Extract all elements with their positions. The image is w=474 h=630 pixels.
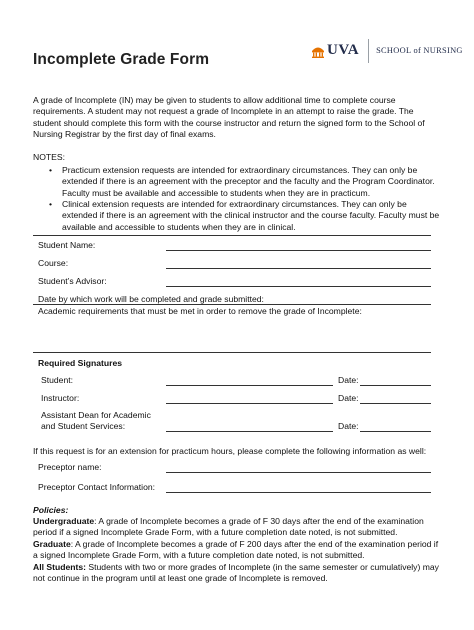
intro-paragraph: A grade of Incomplete (IN) may be given to students to allow additional time to complete course requirements. A student may not request a grade of Incomplete in an attempt to raise the grade. The student should complete this form with the course instructor and return the signed form to the School of Nursing Registrar by the first day of final exams. [33, 95, 425, 140]
preceptor-name-label: Preceptor name: [38, 462, 102, 472]
course-field[interactable] [166, 268, 431, 269]
instructor-date-field[interactable] [360, 403, 431, 404]
student-signature-label: Student: [41, 375, 74, 385]
notes-list [49, 165, 442, 233]
note-text: Clinical extension requests are intended for extraordinary circumstances. They can only be extended if there is an agreement with the clinical instructor and the course faculty. Faculty must be available and accessible to students when they are in clinical. [62, 199, 440, 232]
page-title: Incomplete Grade Form [33, 51, 210, 68]
dean-label-line1: Assistant Dean for Academic [41, 410, 151, 420]
rotunda-icon [311, 44, 325, 58]
instructor-signature-label: Instructor: [41, 393, 80, 403]
uva-wordmark: UVA [327, 42, 360, 59]
student-date-field[interactable] [360, 385, 431, 386]
notes-heading: NOTES: [33, 152, 65, 162]
logo-divider [368, 39, 369, 63]
completion-date-field[interactable] [33, 304, 431, 305]
policy-all-students [33, 562, 441, 585]
bullet-icon: • [49, 199, 53, 210]
uva-logo [311, 38, 463, 64]
student-signature-field[interactable] [166, 385, 333, 386]
policy-all-students-label: All Students: [33, 562, 86, 572]
requirements-label: Academic requirements that must be met in order to remove the grade of Incomplete: [38, 306, 362, 316]
note-text: Practicum extension requests are intended for extraordinary circumstances. They can only be extended if there is an agreement with the preceptor and the faculty and the Program Coordinator. Faculty must be available and accessible to students when they are in practicum. [62, 165, 435, 198]
section-rule [33, 235, 431, 236]
bullet-icon: • [49, 165, 53, 175]
dean-label-line2: and Student Services: [41, 421, 126, 431]
note-item [49, 165, 442, 199]
note-item [49, 199, 442, 233]
policy-undergraduate-label: Undergraduate [33, 516, 95, 526]
course-label: Course: [38, 258, 69, 268]
policy-undergraduate-text: : A grade of Incomplete becomes a grade of F 30 days after the end of the examination period if a signed Incomplete Grade Form, with a future completion date noted, is not submitted. [33, 516, 424, 538]
student-date-label: Date: [338, 375, 359, 385]
completion-date-label: Date by which work will be completed and grade submitted: [38, 294, 264, 304]
school-name: SCHOOL of NURSING [376, 46, 463, 56]
signatures-heading: Required Signatures [38, 358, 123, 368]
advisor-field[interactable] [166, 286, 431, 287]
dean-signature-field[interactable] [166, 431, 333, 432]
policy-graduate-text: : A grade of Incomplete becomes a grade of F 200 days after the end of the examination period if a signed Incomplete Grade Form, with a future completion date noted, is not submitted. [33, 539, 439, 561]
preceptor-contact-field[interactable] [166, 492, 431, 493]
extension-instructions: If this request is for an extension for practicum hours, please complete the following information as well: [33, 446, 427, 456]
policy-undergraduate [33, 516, 441, 539]
instructor-signature-field[interactable] [166, 403, 333, 404]
advisor-label: Student’s Advisor: [38, 276, 107, 286]
dean-date-field[interactable] [360, 431, 431, 432]
policy-graduate [33, 539, 441, 562]
preceptor-contact-label: Preceptor Contact Information: [38, 482, 156, 492]
student-name-label: Student Name: [38, 240, 96, 250]
dean-date-label: Date: [338, 421, 359, 431]
instructor-date-label: Date: [338, 393, 359, 403]
requirements-field[interactable] [33, 352, 431, 353]
policies-heading-text: Policies [33, 505, 66, 515]
preceptor-name-field[interactable] [166, 472, 431, 473]
student-name-field[interactable] [166, 250, 431, 251]
policies-heading: Policies: [33, 505, 69, 515]
policy-all-students-text: Students with two or more grades of Incomplete (in the same semester or cumulatively) may not continue in the program until at least one grade of Incomplete is removed. [33, 562, 439, 584]
policy-graduate-label: Graduate [33, 539, 71, 549]
